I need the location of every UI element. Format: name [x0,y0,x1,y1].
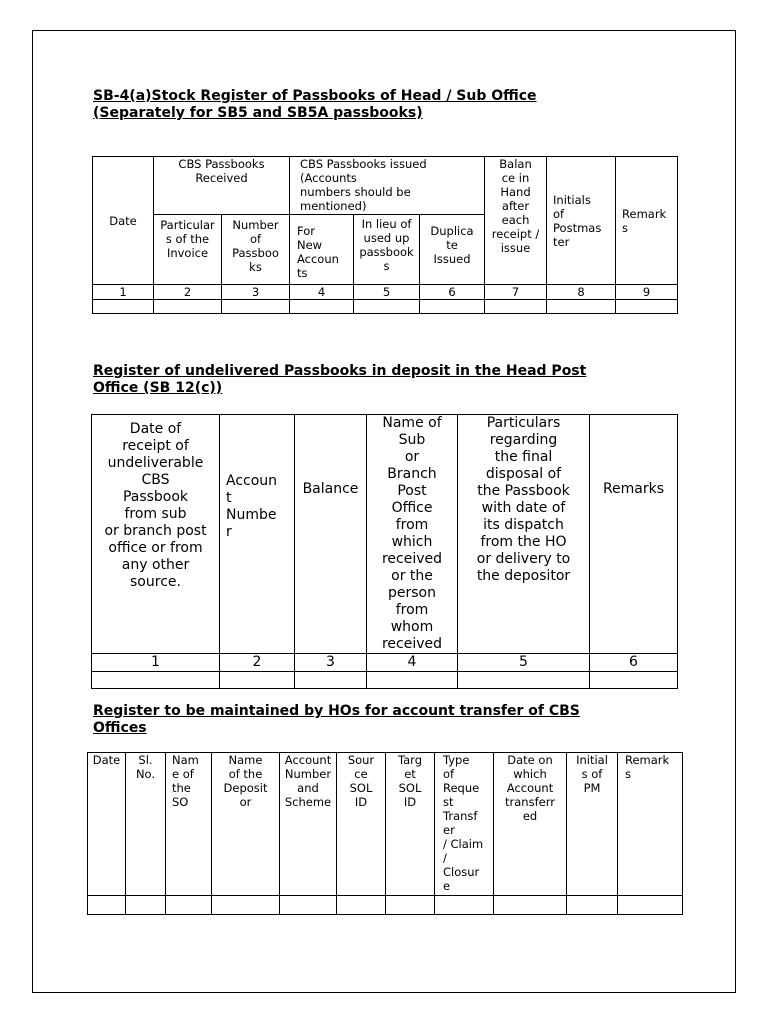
transfer-header-date: Date [88,753,126,896]
empty-cell [494,896,567,915]
empty-cell [166,896,212,915]
transfer-title-line2: Offices [93,720,147,736]
sb4-col-number: 7 [485,285,547,300]
sb4-title-line2: (Separately for SB5 and SB5A passbooks) [93,105,423,121]
transfer-register-table [87,752,683,915]
empty-cell [280,896,337,915]
sb12-empty-row [92,672,678,689]
empty-cell [93,300,154,314]
sb12-title [93,363,586,397]
sb4-header-received: CBS Passbooks Received [154,157,290,215]
sb12-col-number: 5 [458,654,590,672]
empty-cell [337,896,386,915]
transfer-header-sl: Sl. No. [126,753,166,896]
empty-cell [458,672,590,689]
sb12-col-number: 2 [220,654,295,672]
empty-cell [367,672,458,689]
sb4-stock-register-table [92,156,678,314]
transfer-header-target-sol: Targ et SOL ID [386,753,435,896]
transfer-empty-row [88,896,683,915]
transfer-title-line1: Register to be maintained by HOs for account transfer of CBS [93,703,580,719]
sb4-header-balance: Balan ce in Hand after each receipt / issue [485,157,547,285]
empty-cell [616,300,678,314]
empty-cell [222,300,290,314]
empty-cell [212,896,280,915]
sb12-header-remarks: Remarks [590,415,678,654]
sb4-header-particulars: Particular s of the Invoice [154,215,222,285]
empty-cell [126,896,166,915]
sb4-title [93,88,537,122]
sb4-col-number: 8 [547,285,616,300]
empty-cell [420,300,485,314]
empty-cell [435,896,494,915]
transfer-header-name-so: Nam e of the SO [166,753,212,896]
empty-cell [618,896,683,915]
sb4-col-number: 4 [290,285,354,300]
empty-cell [92,672,220,689]
empty-cell [290,300,354,314]
sb4-title-line1: SB-4(a)Stock Register of Passbooks of Head / Sub Office [93,88,537,104]
empty-cell [386,896,435,915]
sb4-empty-row [93,300,678,314]
sb4-col-number: 5 [354,285,420,300]
sb12-title-line1: Register of undelivered Passbooks in deposit in the Head Post [93,363,587,379]
empty-cell [88,896,126,915]
sb4-col-number: 9 [616,285,678,300]
sb12-col-number: 1 [92,654,220,672]
sb12-header-account: Accoun t Numbe r [220,415,295,654]
transfer-header-remarks: Remark s [618,753,683,896]
transfer-header-account: Account Number and Scheme [280,753,337,896]
transfer-title [93,703,580,737]
empty-cell [354,300,420,314]
sb12-col-number: 3 [295,654,367,672]
transfer-header-initials: Initial s of PM [567,753,618,896]
sb4-col-number: 3 [222,285,290,300]
sb12-header-balance: Balance [295,415,367,654]
sb12-header-name: Name of Sub or Branch Post Office from which received or the person from whom received [367,415,458,654]
sb12-col-number: 4 [367,654,458,672]
sb12-header-date-receipt: Date of receipt of undeliverable CBS Passbook from sub or branch post office or from any other source. [92,415,220,654]
sb12-undelivered-table [91,414,678,689]
sb12-header-particulars: Particulars regarding the final disposal of the Passbook with date of its dispatch from the HO or delivery to the depositor [458,415,590,654]
sb4-col-number: 1 [93,285,154,300]
sb4-col-number: 2 [154,285,222,300]
transfer-header-date-on: Date on which Account transferr ed [494,753,567,896]
sb12-col-number: 6 [590,654,678,672]
sb4-header-number: Number of Passboo ks [222,215,290,285]
sb4-header-initials: Initials of Postmas ter [547,157,616,285]
transfer-header-type: Type of Reque st Transf er / Claim / Closur e [435,753,494,896]
sb4-header-issued: CBS Passbooks issued (Accounts numbers should be mentioned) [290,157,485,215]
transfer-header-source-sol: Sour ce SOL ID [337,753,386,896]
transfer-header-name-depositor: Name of the Deposit or [212,753,280,896]
sb4-header-duplicate: Duplica te Issued [420,215,485,285]
empty-cell [590,672,678,689]
sb4-header-date: Date [93,157,154,285]
sb4-header-in-lieu: In lieu of used up passbook s [354,215,420,285]
empty-cell [154,300,222,314]
empty-cell [547,300,616,314]
sb4-col-number: 6 [420,285,485,300]
empty-cell [295,672,367,689]
sb4-header-for-new: For New Accoun ts [290,215,354,285]
empty-cell [567,896,618,915]
empty-cell [220,672,295,689]
sb12-title-line2: Office (SB 12(c)) [93,380,223,396]
sb4-header-remarks: Remark s [616,157,678,285]
empty-cell [485,300,547,314]
